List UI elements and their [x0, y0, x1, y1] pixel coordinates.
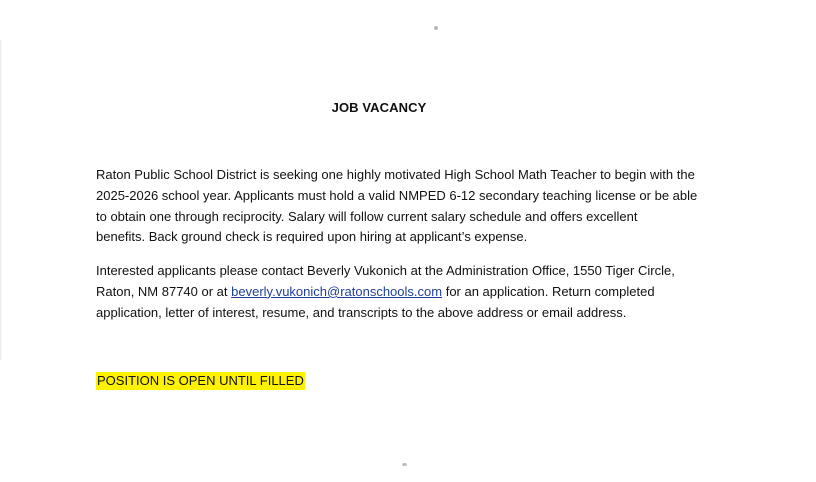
paragraph-line: to obtain one through reciprocity. Salary will follow current salary schedule and offers excellent	[96, 208, 638, 224]
scan-edge-shadow	[0, 40, 2, 360]
paragraph-line: 2025-2026 school year. Applicants must hold a valid NMPED 6-12 secondary teaching license or be able	[96, 187, 698, 203]
scan-speck	[402, 463, 407, 466]
email-link[interactable]: beverly.vukonich@ratonschools.com	[231, 283, 443, 299]
scan-speck	[434, 26, 438, 30]
paragraph-line: benefits. Back ground check is required upon hiring at applicant’s expense.	[96, 229, 528, 245]
page-title: JOB VACANCY	[331, 100, 427, 115]
paragraph-line: application, letter of interest, resume, and transcripts to the above address or email address.	[96, 304, 627, 320]
address-text: Raton, NM 87740 or at	[96, 283, 232, 299]
status-notice: POSITION IS OPEN UNTIL FILLED	[97, 373, 304, 388]
description-paragraph	[96, 165, 736, 248]
instruction-text: for an application. Return completed	[442, 283, 655, 299]
contact-paragraph	[96, 261, 736, 323]
paragraph-line: Interested applicants please contact Beverly Vukonich at the Administration Office, 1550 Tiger Circle,	[96, 263, 675, 278]
paragraph-line: Raton Public School District is seeking one highly motivated High School Math Teacher to begin with the	[96, 167, 695, 182]
paragraph-line	[96, 282, 736, 303]
